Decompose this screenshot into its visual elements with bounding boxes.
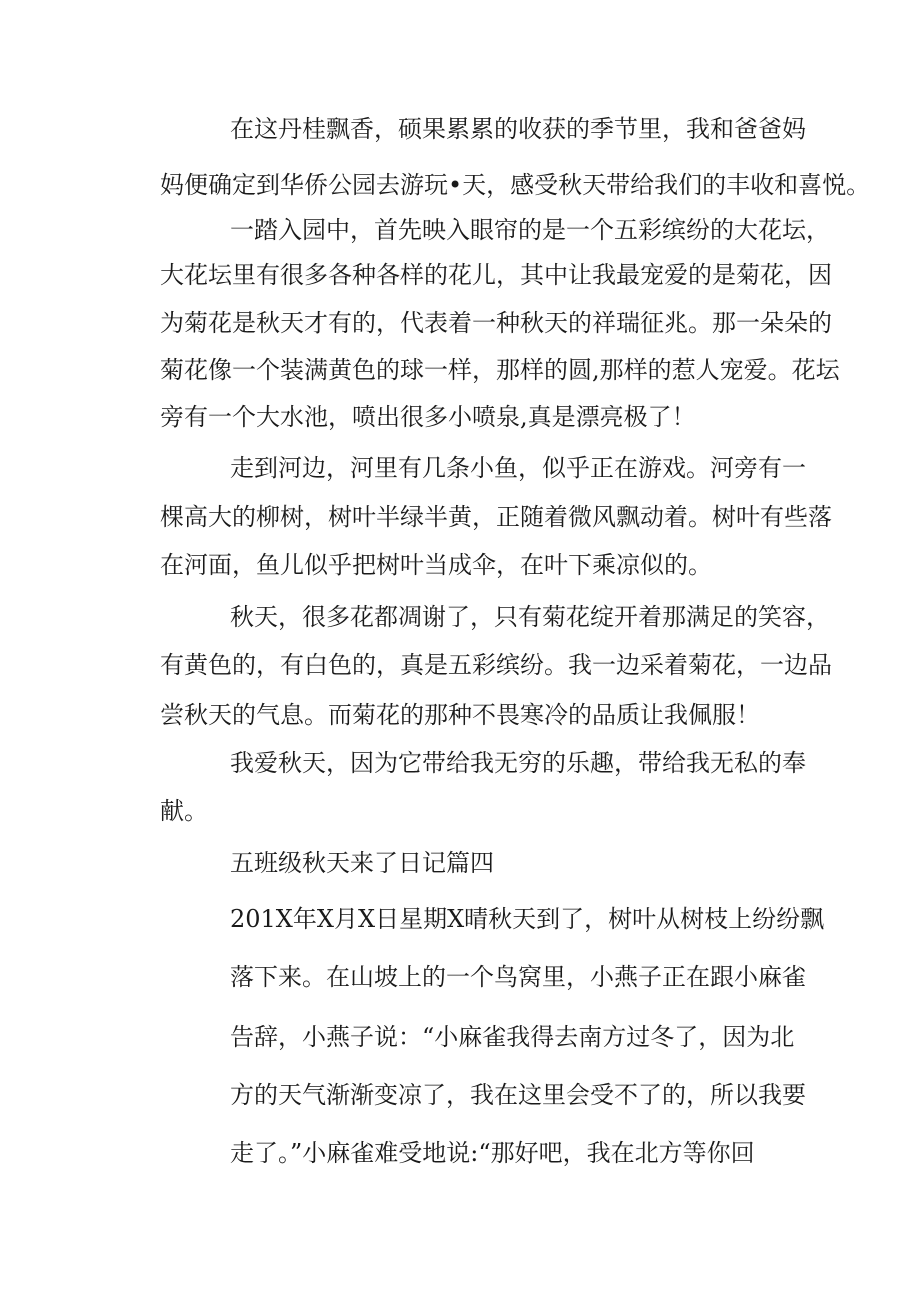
paragraph-2-line-5: 旁有一个大水池，喷出很多小喷泉,真是漂亮极了！ — [160, 403, 696, 431]
paragraph-2-line-3: 为菊花是秋天才有的，代表着一种秋天的祥瑞征兆。那一朵朵的 — [160, 309, 832, 337]
paragraph-4-line-1: 秋天，很多花都凋谢了，只有菊花绽开着那满足的笑容， — [230, 603, 830, 631]
section-title: 五班级秋天来了日记篇四 — [230, 849, 494, 877]
paragraph-1-line-1: 在这丹桂飘香，硕果累累的收获的季节里，我和爸爸妈 — [230, 115, 806, 143]
diary-line-5: 走了。”小麻雀难受地说:“那好吧，我在北方等你回 — [230, 1139, 755, 1167]
paragraph-3-line-2: 棵高大的柳树，树叶半绿半黄，正随着微风飘动着。树叶有些落 — [160, 503, 832, 531]
paragraph-4-line-3: 尝秋天的气息。而菊花的那种不畏寒冷的品质让我佩服！ — [160, 701, 760, 729]
paragraph-5-line-2: 献。 — [160, 797, 208, 825]
diary-line-1: 201X年X月X日星期X晴秋天到了，树叶从树枝上纷纷飘 — [230, 905, 825, 933]
paragraph-2-line-1: 一踏入园中，首先映入眼帘的是一个五彩缤纷的大花坛， — [230, 216, 830, 244]
paragraph-3-line-3: 在河面，鱼儿似乎把树叶当成伞，在叶下乘凉似的。 — [160, 551, 712, 579]
paragraph-5-line-1: 我爱秋天，因为它带给我无穷的乐趣，带给我无私的奉 — [230, 749, 806, 777]
paragraph-4-line-2: 有黄色的，有白色的，真是五彩缤纷。我一边采着菊花，一边品 — [160, 651, 832, 679]
paragraph-2-line-4: 菊花像一个装满黄色的球一样，那样的圆,那样的惹人宠爱。花坛 — [160, 356, 840, 384]
paragraph-3-line-1: 走到河边，河里有几条小鱼，似乎正在游戏。河旁有一 — [230, 454, 806, 482]
diary-line-2: 落下来。在山坡上的一个鸟窝里，小燕子正在跟小麻雀 — [230, 963, 806, 991]
paragraph-1-line-2: 妈便确定到华侨公园去游玩•天，感受秋天带给我们的丰收和喜悦。 — [160, 171, 871, 199]
diary-line-4: 方的天气渐渐变凉了，我在这里会受不了的，所以我要 — [230, 1081, 806, 1109]
diary-line-3: 告辞，小燕子说：“小麻雀我得去南方过冬了，因为北 — [230, 1023, 795, 1051]
paragraph-2-line-2: 大花坛里有很多各种各样的花儿，其中让我最宠爱的是菊花，因 — [160, 261, 832, 289]
